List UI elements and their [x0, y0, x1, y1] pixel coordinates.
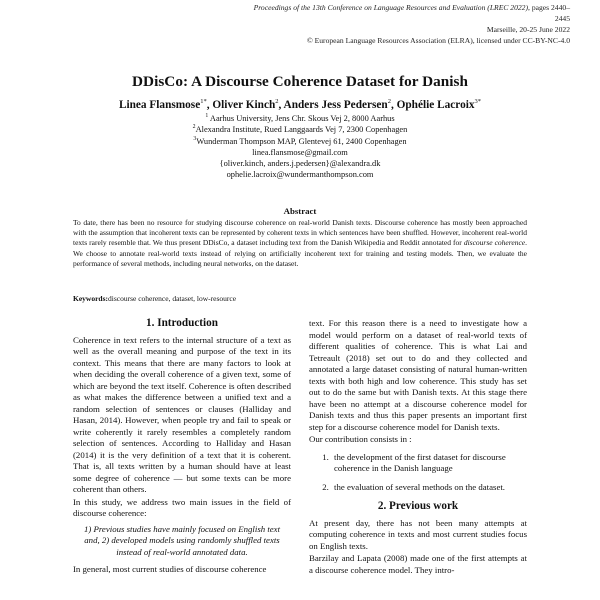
- email-line[interactable]: linea.flansmose@gmail.com: [252, 147, 348, 157]
- section-heading-previous-work: 2. Previous work: [377, 500, 459, 512]
- keywords: [73, 294, 527, 304]
- paragraph: Barzilay and Lapata (2008) made one of the first attempts at a discourse coherence model. They intro-: [309, 553, 527, 575]
- paragraph: In this study, we address two main issues in the field of discourse coherence:: [73, 496, 291, 518]
- author-list: Linea Flansmose$^{1*}$, Oliver Kinch$^2$, Anders Jess Pedersen$^2$, Ophélie Lacroix$^{3*}$: [118, 98, 482, 111]
- paragraph: text. For this reason there is a need to investigate how a model would perform on a dataset of real-world texts of different qualities of coherence. This is what Lai and Tetreault (2018) set out to do and they collected and annotated a large dataset consisting of natural human-written texts with both high and low coherence. This study has set out to do the same but with Danish texts. At this stage there have been no attempt at a discourse coherence model for Danish texts and thus this paper presents an important first step for a discourse coherence model for Danish texts.: [309, 318, 527, 432]
- section-heading-introduction: 1. Introduction: [146, 317, 218, 329]
- author-affiliation-mark: 2: [387, 98, 391, 105]
- paragraph: In general, most current studies of discourse coherence: [73, 564, 267, 574]
- location-date: Marseille, 20-25 June 2022: [486, 25, 570, 34]
- affiliation-line: $^3$Wunderman Thompson MAP, Glentevej 61, 2400 Copenhagen: [193, 135, 407, 146]
- paragraph: At present day, there has not been many attempts at computing coherence in texts and most current studies focus on English texts.: [309, 517, 527, 551]
- affiliation-line: $^1$ Aarhus University, Jens Chr. Skous Vej 2, 8000 Aarhus: [205, 113, 395, 123]
- keywords-value: discourse coherence, dataset, low-resource: [108, 294, 237, 303]
- right-column: [309, 318, 527, 577]
- author-name: Anders Jess Pedersen: [283, 99, 388, 111]
- paragraph: Our contribution consists in :: [309, 434, 412, 444]
- email-line[interactable]: {oliver.kinch, anders.j.pedersen}@alexandra.dk: [219, 159, 381, 169]
- conference-line: [250, 2, 570, 24]
- paragraph: Coherence in text refers to the internal structure of a text as well as the overall meaning and purpose of the text in its context. This means that there are many factors to look at when deciding the overall coherence of a given text, some of which are beyond the text itself. Coherence is often described as what makes the difference between a unified text and a random selection of sentences or clauses (Halliday and Hasan, 2014). However, when people try and fail to speak or write coherently it rarely resembles a completely random selection of sentences. According to Halliday and Hasan (2014) it is the very definition of a text that it is coherent. That is, all texts written by a human should have at least some degree of coherence — but some texts can be more coherent than others.: [73, 334, 291, 494]
- email-line[interactable]: ophelie.lacroix@wundermanthompson.com: [226, 170, 374, 180]
- conference-name: Proceedings of the 13th Conference on Language Resources and Evaluation (LREC 2022): [253, 3, 529, 12]
- abstract-text: To date, there has been no resource for studying discourse coherence on real-world Danish texts. Discourse coherence has mostly been approached with the assumption that incoherent texts can be represented by coherent texts in which sentences have been shuffled. However, incoherent real-world texts rarely resemble that. We thus present DDisCo, a dataset including text from the Danish Wikipedia and Reddit annotated for discourse coherence. We choose to annotate real-world texts instead of relying on artificially incoherent text for training and testing models. Then, we evaluate the performance of several methods, including neural networks, on the dataset.: [73, 218, 527, 268]
- abstract-heading: Abstract: [283, 206, 317, 216]
- list-item: 2. the evaluation of several methods on the dataset.: [331, 482, 527, 494]
- affiliation-line: $^2$Alexandra Institute, Rued Langgaards Vej 7, 2300 Copenhagen: [192, 124, 408, 135]
- keywords-label: Keywords:: [73, 294, 108, 303]
- left-column: [73, 318, 291, 577]
- author-affiliation-mark: 2: [275, 98, 279, 105]
- author-affiliation-mark: 1*: [200, 98, 207, 105]
- page-range: , pages 2440–2445: [528, 3, 570, 23]
- copyright-notice: © European Language Resources Association (ELRA), licensed under CC-BY-NC-4.0: [306, 36, 570, 45]
- author-affiliation-mark: 3*: [474, 98, 482, 105]
- proceedings-header: [250, 2, 570, 46]
- emphasized-issues: 1) Previous studies have mainly focused on English text and, 2) developed models using randomly shuffled texts instead of real-world annotated data.: [83, 523, 281, 557]
- author-name: Ophélie Lacroix: [396, 99, 475, 111]
- author-name: Oliver Kinch: [212, 99, 276, 111]
- contribution-list: [309, 452, 527, 494]
- list-item: 1. the development of the first dataset for discourse coherence in the Danish language: [331, 452, 527, 475]
- affiliations: [0, 113, 600, 181]
- author-name: Linea Flansmose: [118, 99, 201, 111]
- paper-title: DDisCo: A Discourse Coherence Dataset for Danish: [132, 73, 468, 90]
